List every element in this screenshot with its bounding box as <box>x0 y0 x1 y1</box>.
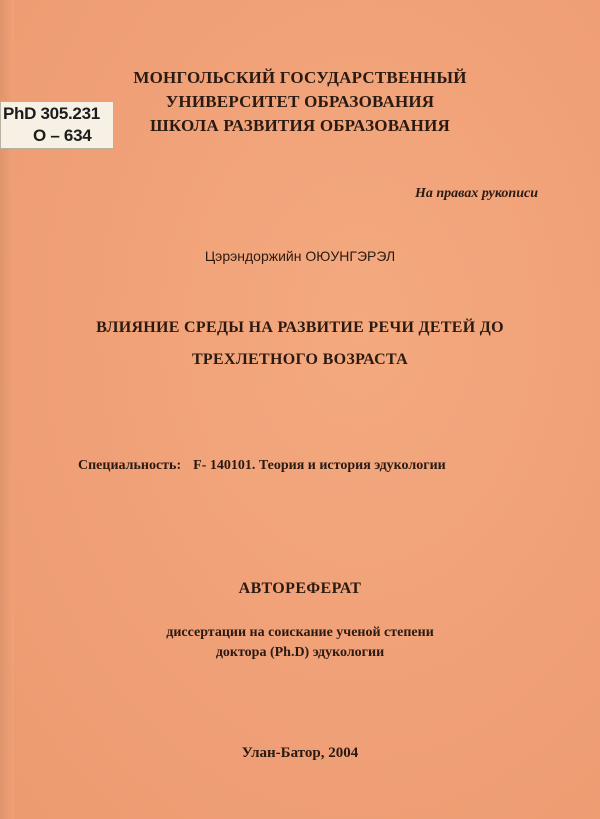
specialty <box>78 458 446 474</box>
institution-line-1: МОНГОЛЬСКИЙ ГОСУДАРСТВЕННЫЙ <box>133 68 467 87</box>
dissertation-line-1: диссертации на соискание ученой степени <box>166 625 434 640</box>
author-name: Цэрэндоржийн ОЮУНГЭРЭЛ <box>204 248 396 264</box>
institution-line-2: УНИВЕРСИТЕТ ОБРАЗОВАНИЯ <box>165 92 435 111</box>
call-number-line-2: O – 634 <box>33 126 92 145</box>
library-call-number-label <box>0 101 114 149</box>
call-number-line-1: PhD 305.231 <box>3 104 100 123</box>
institution-line-3: ШКОЛА РАЗВИТИЯ ОБРАЗОВАНИЯ <box>149 116 451 135</box>
title-line-1: ВЛИЯНИЕ СРЕДЫ НА РАЗВИТИЕ РЕЧИ ДЕТЕЙ ДО <box>96 319 504 336</box>
specialty-value: F- 140101. Теория и история эдукологии <box>193 458 446 473</box>
specialty-label: Специальность: <box>78 458 182 473</box>
place-and-year: Улан-Батор, 2004 <box>241 745 359 761</box>
abstract-heading: АВТОРЕФЕРАТ <box>238 580 362 597</box>
rights-note: На правах рукописи <box>415 186 538 201</box>
title-line-2: ТРЕХЛЕТНОГО ВОЗРАСТА <box>191 351 409 368</box>
dissertation-line-2: доктора (Ph.D) эдукологии <box>215 645 385 660</box>
